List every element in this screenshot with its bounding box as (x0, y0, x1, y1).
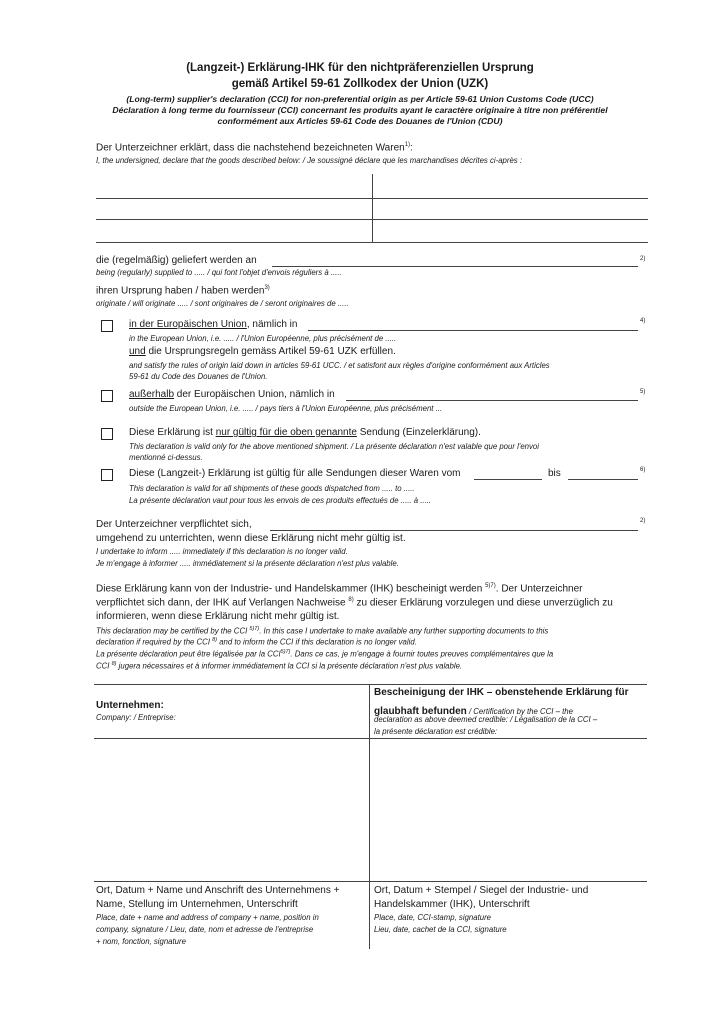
cci-sign-t2: Lieu, date, cachet de la CCI, signature (374, 925, 507, 934)
certify-line-1: Diese Erklärung kann von der Industrie- und Handelskammer (IHK) bescheinigt werden $^{5)7)}$. Der Unterzeichner (96, 583, 583, 595)
supplied-label: die (regelmäßig) geliefert werden an (96, 255, 257, 266)
certify-fr-2: CCI $^{8)}$ jugera nécessaires et à informer immédiatement la CCI si la présente déclaration n'est plus valable. (96, 661, 463, 671)
cci-sign-2: Handelskammer (IHK), Unterschrift (374, 899, 530, 910)
origin-label: ihren Ursprung haben / haben werden$^{3)}$ (96, 285, 270, 297)
option-outside-translation: outside the European Union, i.e. ..... / pays tiers à l'Union Européenne, plus précisément ... (129, 404, 443, 413)
declarant-text: Der Unterzeichner erklärt, dass die nachstehend bezeichneten Waren$^{1)}$: (96, 142, 413, 154)
option-long-trans-2: La présente déclaration vaut pour tous les envois de ces produits effectués de ..... à ..... (129, 496, 432, 505)
origin-translation: originate / will originate ..... / sont originaires de / seront originaires de ..... (96, 299, 349, 308)
undertake-trans-1: I undertake to inform ..... immediately if this declaration is no longer valid. (96, 547, 348, 556)
company-translation: Company: / Entreprise: (96, 713, 176, 722)
company-sign-t1: Place, date + name and address of company + name, position in (96, 913, 319, 922)
subtitle-en: (Long-term) supplier's declaration (CCI) for non-preferential origin as per Article 59-61 Union Customs Code (UCC) (126, 94, 594, 104)
checkbox-outside[interactable] (101, 390, 113, 402)
option-outside-footnote: 5) (640, 389, 646, 395)
undertake-footnote: 2) (640, 518, 646, 524)
option-long-footnote: 6) (640, 467, 646, 473)
cci-sign-1: Ort, Datum + Stempel / Siegel der Industrie- und (374, 885, 589, 896)
table-sign-border (94, 881, 647, 882)
undertake-field[interactable] (270, 530, 638, 531)
checkbox-single[interactable] (101, 428, 113, 440)
option-single-label: Diese Erklärung ist nur gültig für die oben genannte Sendung (Einzelerklärung). (129, 427, 481, 438)
option-eu-footnote: 4) (640, 318, 646, 324)
certify-line-2: verpflichtet sich dann, der IHK auf Verlangen Nachweise $^{8)}$ zu dieser Erklärung vorzulegen und diese unverzüglich zu (96, 597, 613, 609)
option-eu-rules-trans-2: 59-61 du Code des Douanes de l'Union. (129, 372, 268, 381)
undertake-text: umgehend zu unterrichten, wenn diese Erklärung nicht mehr gültig ist. (96, 533, 406, 544)
cci-sign-t1: Place, date, CCI-stamp, signature (374, 913, 492, 922)
certify-fr-1: La présente déclaration peut être légalisée par la $CCI^{5)7)}$. Dans ce cas, je m'engage à fournir toutes preuves complémentaires que la (96, 649, 554, 659)
cci-title-2: glaubhaft befunden / Certification by the CCI – the (374, 706, 573, 717)
certify-en-2: declaration if required by the CCI $^{8)}$ and to inform the CCI if this declaration is no longer valid. (96, 637, 417, 647)
option-outside-label: außerhalb der Europäischen Union, nämlich in (129, 389, 335, 400)
option-single-trans-2: mentionné ci-dessus. (129, 453, 203, 462)
table-divider (369, 684, 370, 949)
subtitle-fr-2: conformément aux Articles 59-61 Code des Douanes de l'Union (CDU) (217, 116, 503, 126)
goods-divider (372, 174, 373, 242)
company-sign-2: Name, Stellung im Unternehmen, Unterschrift (96, 899, 298, 910)
goods-line-3[interactable] (96, 242, 648, 243)
company-title: Unternehmen: (96, 700, 164, 711)
declarant-translation: I, the undersigned, declare that the goods described below: / Je soussigné déclare que les marchandises décrites ci-après : (96, 156, 523, 165)
supplied-translation: being (regularly) supplied to ..... / qui font l'objet d'envois réguliers à ..... (96, 268, 342, 277)
subtitle-fr-1: Déclaration à long terme du fournisseur (CCI) concernant les produits ayant le caractère originaire à titre non préférentiel (112, 105, 608, 115)
company-sign-1: Ort, Datum + Name und Anschrift des Unternehmens + (96, 885, 340, 896)
company-sign-t2: company, signature / Lieu, date, nom et adresse de l'entreprise (96, 925, 314, 934)
cci-trans-2: declaration as above deemed credible: / Légalisation de la CCI – (374, 715, 598, 724)
option-single-trans-1: This declaration is valid only for the above mentioned shipment. / La présente déclaration n'est valable que pour l'envoi (129, 442, 539, 451)
supplied-field[interactable] (272, 266, 638, 267)
option-long-trans-1: This declaration is valid for all shipments of these goods dispatched from ..... to ..... (129, 484, 415, 493)
option-long-to-field[interactable] (568, 479, 638, 480)
title-line-1: (Langzeit-) Erklärung-IHK für den nichtpräferenziellen Ursprung (186, 62, 534, 74)
option-long-bis: bis (548, 468, 561, 479)
undertake-label: Der Unterzeichner verpflichtet sich, (96, 519, 252, 530)
certify-en-1: This declaration may be certified by the CCI $^{5)7)}$. In this case I undertake to make available any further supporting documents to this (96, 626, 549, 636)
supplied-footnote: 2) (640, 256, 646, 262)
option-eu-label: in der Europäischen Union, nämlich in (129, 319, 298, 330)
table-header-border (94, 738, 647, 739)
checkbox-eu[interactable] (101, 320, 113, 332)
certify-line-3: informieren, wenn diese Erklärung nicht mehr gültig ist. (96, 611, 340, 622)
title-line-2: gemäß Artikel 59-61 Zollkodex der Union (UZK) (231, 78, 489, 90)
company-sign-t3: + nom, fonction, signature (96, 937, 186, 946)
table-top-border (94, 684, 647, 685)
option-eu-rules-trans-1: and satisfy the rules of origin laid down in articles 59-61 UCC. / et satisfont aux règles d'origine conformément aux Articles (129, 361, 550, 370)
cci-trans-3: la présente déclaration est crédible: (374, 727, 498, 736)
checkbox-long-term[interactable] (101, 469, 113, 481)
option-eu-rules: und die Ursprungsregeln gemäss Artikel 59-61 UZK erfüllen. (129, 346, 396, 357)
undertake-trans-2: Je m'engage à informer ..... immédiatement si la présente déclaration n'est plus valable. (96, 559, 399, 568)
option-long-from-field[interactable] (474, 479, 542, 480)
option-outside-field[interactable] (346, 400, 638, 401)
option-eu-field[interactable] (308, 330, 638, 331)
cci-title-1: Bescheinigung der IHK – obenstehende Erklärung für (374, 687, 629, 698)
option-long-label: Diese (Langzeit-) Erklärung ist gültig für alle Sendungen dieser Waren vom (129, 468, 461, 479)
option-eu-translation: in the European Union, i.e. ..... / l'Union Européenne, plus précisément de ..... (129, 334, 397, 343)
